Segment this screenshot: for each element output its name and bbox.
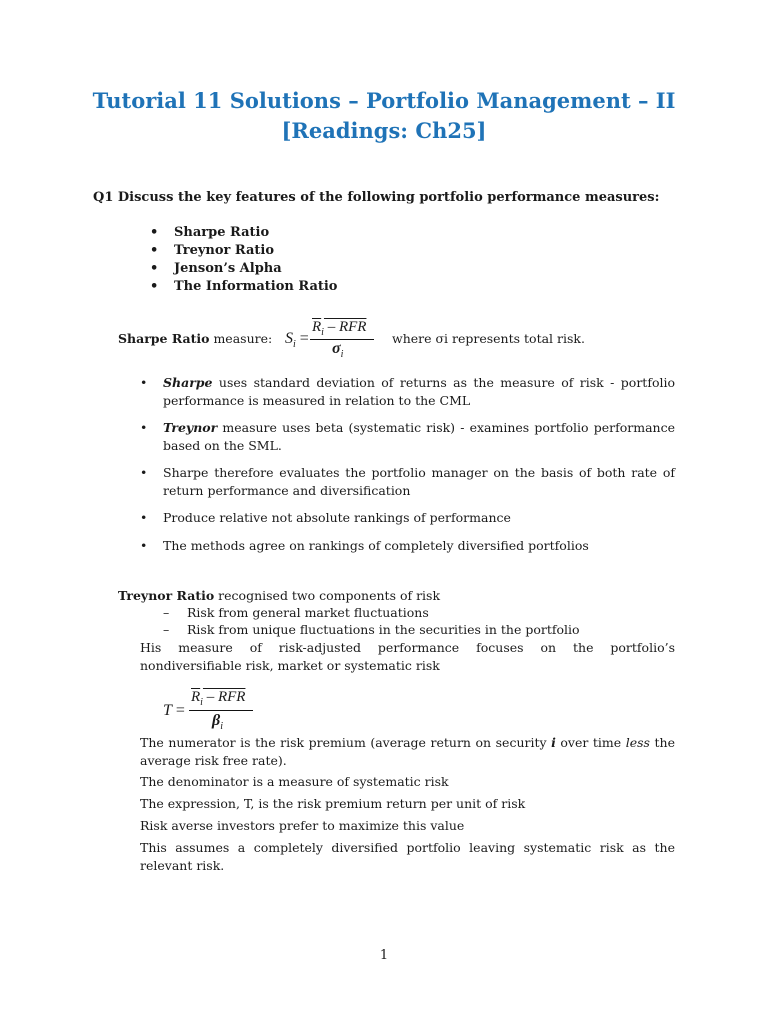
sharpe-formula-denominator: $\sigma_i$ — [332, 340, 344, 361]
treynor-ratio-suffix: recognised two components of risk — [214, 588, 441, 603]
list-item — [150, 224, 337, 242]
list-item-label: Jenson’s Alpha — [174, 261, 282, 276]
sharpe-ratio-suffix: measure: — [209, 331, 273, 346]
bullet-lead: Sharpe — [163, 375, 213, 390]
list-item — [140, 509, 675, 527]
list-item — [150, 260, 337, 278]
sharpe-ratio-label: Sharpe Ratio — [118, 331, 210, 346]
treynor-formula-numerator: $\overline{R}_i$ – RFR — [191, 689, 246, 708]
bullet-icon: • — [140, 375, 148, 390]
dash-icon: – — [163, 622, 170, 637]
document-title-line-2: [Readings: Ch25] — [281, 118, 487, 143]
list-item — [140, 374, 675, 410]
bullet-icon: • — [150, 279, 159, 294]
question-1-prompt: Q1 Discuss the key features of the following portfolio performance measures: — [93, 190, 660, 205]
page-number: 1 — [379, 948, 389, 963]
bullet-icon: • — [150, 261, 159, 276]
document-title-line-1: Tutorial 11 Solutions – Portfolio Management – II — [92, 88, 676, 113]
treynor-line: The expression, T, is the risk premium return per unit of risk — [140, 796, 526, 811]
list-item — [150, 278, 337, 296]
list-item — [140, 464, 675, 500]
bullet-icon: • — [140, 465, 148, 480]
treynor-formula-denominator: $\beta_i$ — [212, 712, 223, 733]
treynor-line: This assumes a completely diversified portfolio leaving systematic risk as the relevant risk. — [140, 840, 675, 873]
bullet-icon: • — [140, 538, 148, 553]
sharpe-where-note: where σi represents total risk. — [392, 331, 585, 346]
dash-icon: – — [163, 605, 170, 620]
bullet-lead: Treynor — [163, 420, 218, 435]
list-item — [150, 242, 337, 260]
treynor-line: The denominator is a measure of systematic risk — [140, 774, 449, 789]
bullet-icon: • — [140, 420, 148, 435]
treynor-formula-lhs: T = — [163, 702, 185, 719]
treynor-line: Risk averse investors prefer to maximize this value — [140, 818, 465, 833]
bullet-text: Sharpe therefore evaluates the portfolio manager on the basis of both rate of return performance and diversification — [163, 465, 675, 498]
bullet-icon: • — [140, 510, 148, 525]
bullet-icon: • — [150, 225, 159, 240]
bullet-text: uses standard deviation of returns as the measure of risk - portfolio performance is measured in relation to the CML — [163, 375, 675, 408]
sharpe-formula-lhs: $S_i$ = — [285, 330, 309, 351]
treynor-ratio-heading — [118, 588, 440, 603]
treynor-fraction-bar — [189, 710, 253, 711]
bullet-text: measure uses beta (systematic risk) - examines portfolio performance based on the SML. — [163, 420, 675, 453]
bullet-text: The methods agree on rankings of completely diversified portfolios — [163, 538, 589, 553]
list-item-label: Sharpe Ratio — [174, 225, 270, 240]
list-item-label: Treynor Ratio — [174, 243, 275, 258]
bullet-icon: • — [150, 243, 159, 258]
list-item — [163, 622, 580, 637]
treynor-numerator-note: The numerator is the risk premium (average return on security i over time less the average risk free rate). — [140, 735, 675, 768]
list-item-label: Risk from general market fluctuations — [187, 605, 429, 620]
sharpe-ratio-heading — [118, 331, 272, 346]
treynor-intro: His measure of risk-adjusted performance focuses on the portfolio’s nondiversifiable risk, market or systematic risk — [140, 640, 675, 673]
list-item — [140, 419, 675, 455]
treynor-ratio-label: Treynor Ratio — [118, 588, 215, 603]
bullet-text: Produce relative not absolute rankings of performance — [163, 510, 511, 525]
list-item-label: The Information Ratio — [174, 279, 338, 294]
sharpe-formula-numerator: $\overline{R}_i$ – RFR — [312, 319, 367, 338]
measures-list — [150, 224, 337, 296]
list-item — [163, 605, 429, 620]
list-item-label: Risk from unique fluctuations in the securities in the portfolio — [187, 622, 580, 637]
list-item — [140, 537, 675, 555]
